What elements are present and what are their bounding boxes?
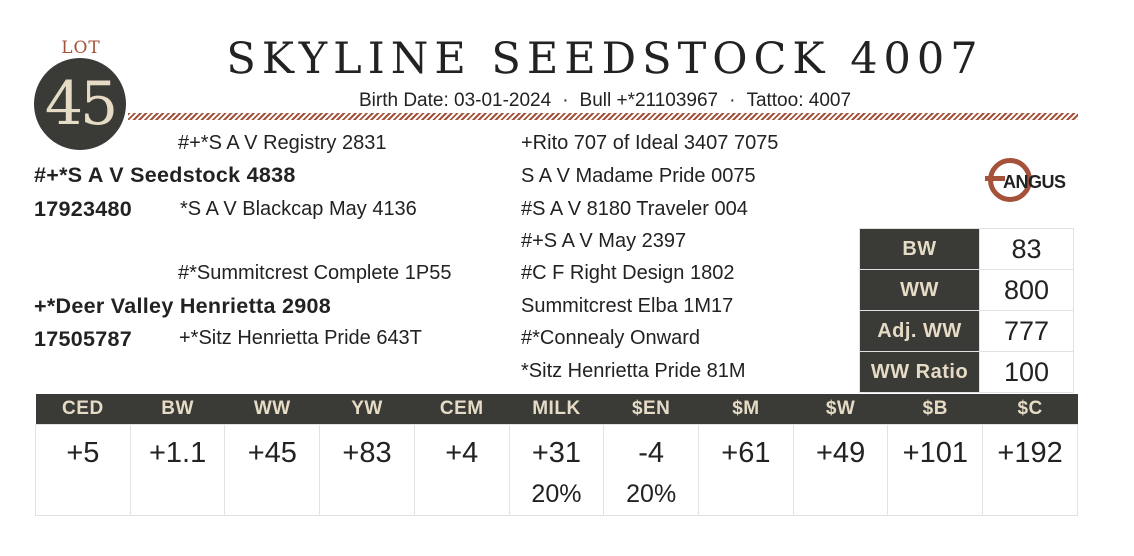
- epd-percentile: 20%: [531, 480, 582, 508]
- epd-value: +49: [816, 437, 866, 469]
- logo-bar: [985, 176, 1005, 181]
- epd-cell: [888, 425, 983, 516]
- weight-label: WW: [860, 270, 980, 311]
- separator-dot: ·: [729, 90, 736, 111]
- epd-header: WW: [225, 394, 320, 425]
- epd-value: -4: [638, 437, 665, 469]
- epd-value: +83: [342, 437, 392, 469]
- weight-label: Adj. WW: [860, 311, 980, 352]
- epd-cell: [509, 425, 604, 516]
- pedigree-ancestor: +Rito 707 of Ideal 3407 7075: [521, 132, 779, 154]
- epd-header: CED: [36, 394, 131, 425]
- weight-value: 777: [980, 311, 1074, 352]
- weight-label: BW: [860, 229, 980, 270]
- epd-header: CEM: [414, 394, 509, 425]
- weight-value: 83: [980, 229, 1074, 270]
- epd-header: $EN: [604, 394, 699, 425]
- epd-cell: [36, 425, 131, 516]
- epd-cell: [793, 425, 888, 516]
- epd-cell: [130, 425, 225, 516]
- logo-text: ANGUS: [1003, 172, 1066, 192]
- pedigree-ancestor: Summitcrest Elba 1M17: [521, 295, 734, 317]
- epd-value: +45: [247, 437, 297, 469]
- registration-number: Bull +*21103967: [579, 90, 719, 111]
- pedigree-ancestor: #*Connealy Onward: [521, 327, 700, 349]
- epd-header-row: [36, 394, 1078, 425]
- hatched-divider: [128, 113, 1078, 120]
- pedigree-ancestor: #C F Right Design 1802: [521, 262, 735, 284]
- pedigree-dam-dam: +*Sitz Henrietta Pride 643T: [179, 327, 422, 349]
- pedigree-sire-dam: *S A V Blackcap May 4136: [180, 198, 417, 220]
- epd-table: [35, 394, 1078, 516]
- pedigree-ancestor: *Sitz Henrietta Pride 81M: [521, 360, 746, 382]
- epd-header: $B: [888, 394, 983, 425]
- weights-row: [860, 270, 1074, 311]
- weights-row: [860, 229, 1074, 270]
- epd-header: BW: [130, 394, 225, 425]
- epd-value-row: [36, 425, 1078, 516]
- weights-row: [860, 352, 1074, 393]
- epd-value: +5: [66, 437, 100, 469]
- epd-cell: [414, 425, 509, 516]
- epd-header: MILK: [509, 394, 604, 425]
- pedigree-dam-reg: 17505787: [34, 327, 133, 351]
- pedigree-ancestor: #+S A V May 2397: [521, 230, 687, 252]
- epd-header: YW: [320, 394, 415, 425]
- lot-badge: [33, 38, 129, 150]
- pedigree-sire-reg: 17923480: [34, 197, 133, 221]
- epd-percentile: 20%: [626, 480, 677, 508]
- weights-table: [859, 228, 1074, 393]
- epd-value: +1.1: [148, 437, 207, 469]
- epd-cell: [320, 425, 415, 516]
- epd-cell: [699, 425, 794, 516]
- separator-dot: ·: [562, 90, 569, 111]
- weight-value: 100: [980, 352, 1074, 393]
- epd-header: $W: [793, 394, 888, 425]
- animal-name-title: SKYLINE SEEDSTOCK 4007: [226, 34, 984, 84]
- epd-cell: [983, 425, 1078, 516]
- lot-label: LOT: [61, 38, 101, 58]
- pedigree-sire-sire: #+*S A V Registry 2831: [178, 132, 387, 154]
- epd-cell: [225, 425, 320, 516]
- pedigree-dam: +*Deer Valley Henrietta 2908: [34, 294, 332, 318]
- epd-value: +61: [721, 437, 771, 469]
- weight-label: WW Ratio: [860, 352, 980, 393]
- lot-number: 45: [34, 58, 126, 150]
- pedigree-ancestor: S A V Madame Pride 0075: [521, 165, 756, 187]
- pedigree-sire: #+*S A V Seedstock 4838: [34, 163, 296, 187]
- epd-value: +31: [531, 437, 582, 469]
- epd-header: $C: [983, 394, 1078, 425]
- epd-value: +101: [902, 437, 968, 469]
- epd-header: $M: [699, 394, 794, 425]
- epd-cell: [604, 425, 699, 516]
- animal-info-line: [140, 90, 1070, 112]
- angus-logo-icon: [985, 158, 1065, 210]
- birth-date: Birth Date: 03-01-2024: [358, 90, 552, 111]
- weights-row: [860, 311, 1074, 352]
- epd-value: +4: [445, 437, 479, 469]
- epd-value: +192: [997, 437, 1063, 469]
- weight-value: 800: [980, 270, 1074, 311]
- tattoo: Tattoo: 4007: [746, 90, 852, 111]
- pedigree-dam-sire: #*Summitcrest Complete 1P55: [178, 262, 452, 284]
- pedigree-ancestor: #S A V 8180 Traveler 004: [521, 198, 748, 220]
